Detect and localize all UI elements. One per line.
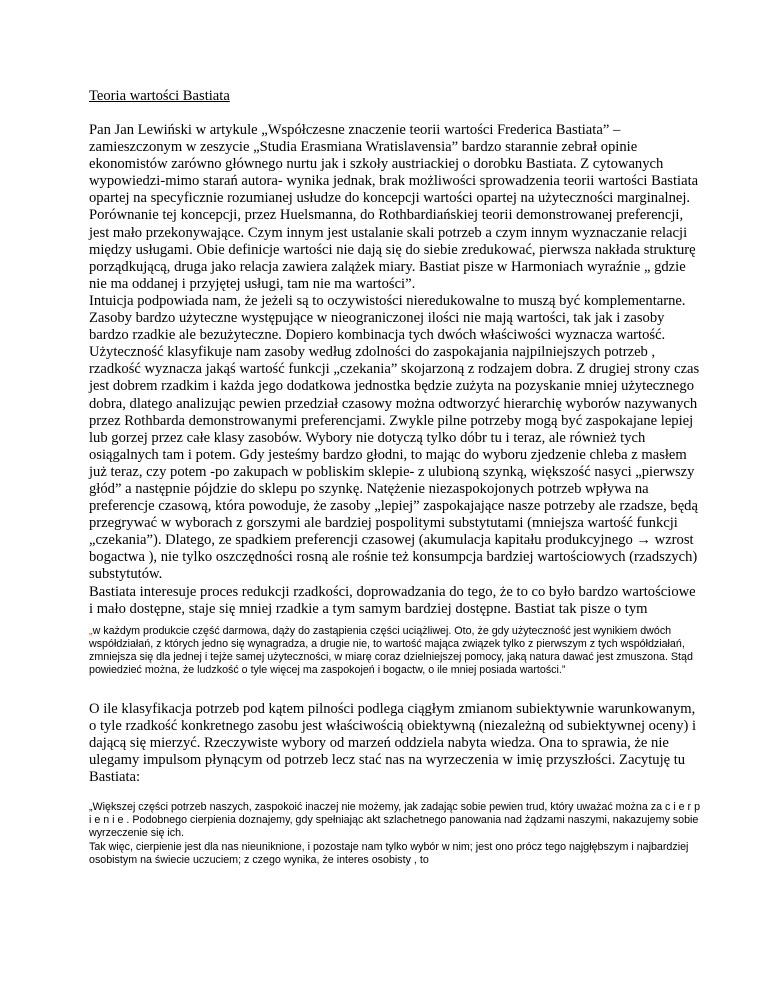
paragraph-1: Pan Jan Lewiński w artykule „Współczesne znaczenie teorii wartości Frederica Bastiata” – zamieszczonym w zeszycie „Studia Erasmiana Wratislavensia” bardzo starannie zebrał opinie ekonomistów zarówno głównego nurtu jak i szkoły austriackiej o dorobku Bastiata. Z cytowanych wypowiedzi-mimo starań autora- wynika jednak, brak możliwości sprowadzenia teorii wartości Bastiata opartej na specyficznie rozumianej usłudze do koncepcji wartości opartej na użyteczności marginalnej. Porównanie tej koncepcji, przez Huelsmanna, do Rothbardiańskiej teorii demonstrowanej preferencji, jest mało przekonywające. Czym innym jest ustalanie skali potrzeb a czym innym wyznaczanie relacji między usługami. Obie definicje wartości nie dają się do siebie zredukować, pierwsza nakłada strukturę porządkującą, druga jako relacja zawiera zalążek miary. Bastiat pisze w Harmoniach wyraźnie „ gdzie nie ma oddanej i przyjętej usługi, tam nie ma wartości”. (89, 122, 699, 292)
quote-2a: „Większej części potrzeb naszych, zaspokoić inaczej nie możemy, jak zadając sobie pewien trud, który uważać można za c i e r p i e n i e . Podobnego cierpienia doznajemy, gdy spełniając akt szlachetnego panowania nad żądzami naszymi, nakazujemy sobie wyrzeczenie się ich. (89, 801, 701, 840)
document-title: Teoria wartości Bastiata (89, 88, 230, 104)
quote-open-mark: „ (89, 624, 93, 637)
paragraph-2: Intuicja podpowiada nam, że jeżeli są to oczywistości nieredukowalne to muszą być komplementarne. Zasoby bardzo użyteczne występujące w nieograniczonej ilości nie mają wartości, tak jak i zasoby bardzo rzadkie ale bezużyteczne. Dopiero kombinacja tych dwóch właściwości wyznacza wartość. Użyteczność klasyfikuje nam zasoby według zdolności do zaspokajania najpilniejszych potrzeb , rzadkość wyznacza jakąś wartość funkcji „czekania” skojarzoną z rodzajem dobra. Z drugiej strony czas jest dobrem rzadkim i każda jego dodatkowa jednostka będzie zużyta na pozyskanie mniej użytecznego dobra, dlatego analizując pewien przedział czasowy można odtworzyć hierarchię wyborów nazywanych przez Rothbarda demonstrowanymi preferencjami. Zwykle pilne potrzeby mogą być zaspokajane lepiej lub gorzej przez całe klasy zasobów. Wybory nie dotyczą tylko dóbr tu i teraz, ale również tych osiągalnych tam i potem. Gdy jesteśmy bardzo głodni, to mając do wyboru zjedzenie chleba z masłem już teraz, czy potem -po zakupach w pobliskim sklepie- z ulubioną szynką, większość nasyci „pierwszy głód” a następnie pójdzie do sklepu po szynkę. Natężenie niezaspokojonych potrzeb wpływa na preferencje czasową, która powoduje, że zasoby „lepiej” zaspokajające nasze potrzeby ale rzadsze, będą przegrywać w wyborach z gorszymi ale bardziej pospolitymi substytutami (mniejsza wartość funkcji „czekania”). Dlatego, ze spadkiem preferencji czasowej (akumulacja kapitału produkcyjnego → wzrost bogactwa ), nie tylko oszczędności rosną ale rośnie też konsumpcja bardziej wartościowych (rzadszych) substytutów. (89, 292, 700, 583)
spacer (89, 105, 701, 122)
quote-1 (89, 625, 701, 678)
quote-1-text: w każdym produkcie część darmowa, dąży do zastąpienia części uciążliwej. Oto, że gdy użyteczność jest wynikiem dwóch współdziałań, z których jedno się wynagradza, a drugie nie, to wartość mająca związek tylko z pierwszym z tych współdziałań, zmniejsza się dla jednej i tejże samej użyteczności, w miarę coraz dzielniejszej pomocy, jaką natura dawać jest zmuszona. Stąd powiedzieć można, że ludzkość o tyle więcej ma zaspokojeń i bogactw, o ile mniej posiada wartości.” (89, 624, 693, 677)
paragraph-3: Bastiata interesuje proces redukcji rzadkości, doprowadzania do tego, że to co było bardzo wartościowe i mało dostępne, staje się mniej rzadkie a tym samym bardziej dostępne. Bastiat tak pisze o tym (89, 583, 696, 617)
paragraph-4: O ile klasyfikacja potrzeb pod kątem pilności podlega ciągłym zmianom subiektywnie warunkowanym, o tyle rzadkość konkretnego zasobu jest właściwością obiektywną (niezależną od subiektywnej oceny) i dającą się mierzyć. Rzeczywiste wybory od marzeń oddziela nabyta wiedza. Ona to sprawia, że nie ulegamy impulsom płynącym od potrzeb lecz stać nas na wyrzeczenia w imię przyszłości. Zacytuję tu Bastiata: (89, 700, 697, 785)
quote-2b: Tak więc, cierpienie jest dla nas nieuniknione, i pozostaje nam tylko wybór w nim; jest ono prócz tego najgłębszym i najbardziej osobistym na świecie uczuciem; z czego wynika, że interes osobisty , to (89, 840, 689, 866)
document-page (89, 88, 701, 867)
